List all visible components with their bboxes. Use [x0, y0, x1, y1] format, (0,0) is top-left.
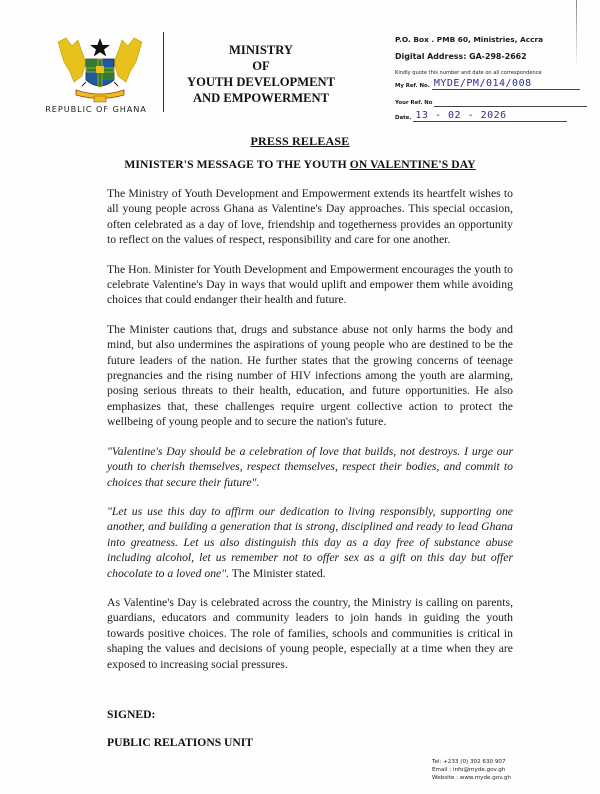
scan-edge-line	[576, 0, 577, 70]
correspondence-note: Kindly quote this number and date on all correspondence	[395, 70, 542, 76]
your-ref-row	[395, 93, 587, 107]
digital-address: Digital Address: GA-298-2662	[395, 52, 527, 61]
signed-label: SIGNED:	[107, 708, 156, 721]
quote-2-text: "Let us use this day to affirm our dedication to living responsibly, supporting one another, and building a generation that is strong, disciplined and ready to lead Ghana into greatness. Let us also distinguish this day as a day free of substance abuse including alcohol, let us remember not to offer sex as a gift on this day but offer chocolate to a loved one".	[107, 504, 513, 580]
republic-of-ghana-label: REPUBLIC OF GHANA	[45, 104, 147, 114]
paragraph-1: The Ministry of Youth Development and Empowerment extends its heartfelt wishes to all young people across Ghana as Valentine's Day approaches. This special occasion, often celebrated as a day of love, friendship and togetherness provides an opportunity to reflect on the values of respect, responsibility and care for one another.	[107, 187, 513, 247]
footer-tel: Tel: +233 (0) 302 630 907	[432, 759, 506, 765]
footer-website: Website : www.myde.gov.gh	[432, 775, 511, 782]
closing-paragraph: As Valentine's Day is celebrated across the country, the Ministry is calling on parents, guardians, educators and community leaders to join hands in guiding the youth towards positive choices. The role of families, schools and communities is critical in shaping the values and decisions of young people, especially at a time when they are exposed to increasing social pressures.	[107, 595, 513, 671]
paragraph-2: The Hon. Minister for Youth Development and Empowerment encourages the youth to celebrate Valentine's Day in ways that would uplift and empower them while avoiding choices that could endanger their health and future.	[107, 262, 513, 307]
po-box: P.O. Box . PMB 60, Ministries, Accra	[395, 35, 544, 44]
minister-quote-2	[107, 504, 513, 581]
header-divider	[163, 32, 164, 112]
date-label: Date.	[395, 115, 412, 121]
my-ref-row	[395, 76, 580, 90]
date-row	[395, 108, 567, 122]
minister-quote-1: "Valentine's Day should be a celebration of love that builds, not destroys. I urge our youth to cherish themselves, respect themselves, respect their bodies, and commit to choices that secure their future".	[107, 444, 513, 489]
ministry-line-4: AND EMPOWERMENT	[192, 91, 330, 105]
ministry-name	[176, 42, 346, 106]
ghana-coat-of-arms-icon	[52, 32, 148, 104]
ministry-line-2: OF	[252, 59, 270, 73]
headline-part-1: MINISTER'S MESSAGE TO THE YOUTH	[124, 158, 350, 171]
quote-2-attribution: The Minister stated.	[229, 566, 326, 580]
press-release-title: PRESS RELEASE	[250, 134, 350, 148]
headline	[0, 158, 600, 171]
footer-email: Email : info@myde.gov.gh	[432, 767, 506, 774]
your-ref-value	[434, 95, 587, 107]
your-ref-label: Your Ref. No	[395, 100, 433, 106]
signatory: PUBLIC RELATIONS UNIT	[107, 736, 254, 749]
ministry-line-1: MINISTRY	[229, 43, 293, 57]
headline-part-2: ON VALENTINE'S DAY	[349, 158, 476, 171]
paragraph-3: The Minister cautions that, drugs and substance abuse not only harms the body and mind, but also undermines the aspirations of young people who are destined to be the future leaders of the nation. He further states that the growing concerns of teenage pregnancies and the rising number of HIV infections among the youth are alarming, posing serious threats to their health, education, and future opportunities. He also emphasizes that, these challenges require urgent collective action to protect the wellbeing of young people and to secure the nation's future.	[107, 322, 513, 429]
date-value: 13 - 02 - 2026	[413, 110, 567, 122]
my-ref-label: My Ref. No.	[395, 83, 430, 89]
press-release-body	[107, 186, 513, 686]
my-ref-value: MYDE/PM/014/008	[432, 78, 580, 90]
footer-contact	[432, 758, 511, 783]
ministry-line-3: YOUTH DEVELOPMENT	[187, 75, 335, 89]
